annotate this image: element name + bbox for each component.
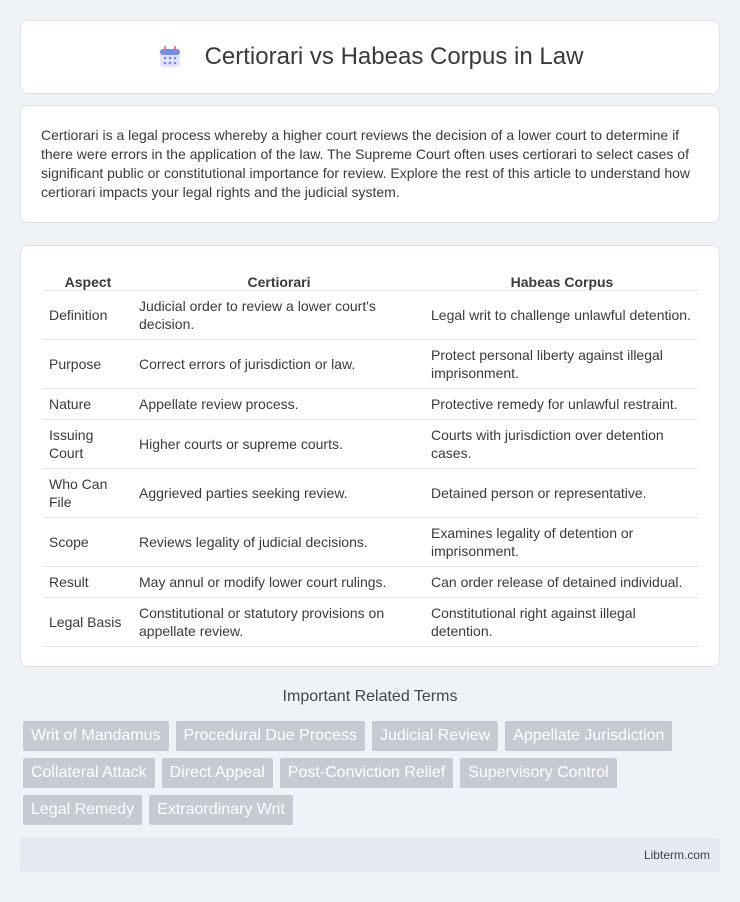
table-header-row xyxy=(43,266,699,290)
footer-brand-link[interactable]: Libterm.com xyxy=(643,848,710,862)
table-row xyxy=(43,339,699,388)
cell-certiorari: Aggrieved parties seeking review. xyxy=(133,468,425,517)
related-term-chip[interactable]: Legal Remedy xyxy=(23,795,142,825)
cell-aspect: Result xyxy=(43,566,133,597)
related-term-chip[interactable]: Procedural Due Process xyxy=(176,721,365,751)
table-row xyxy=(43,468,699,517)
header-aspect: Aspect xyxy=(43,266,133,290)
cell-habeas: Courts with jurisdiction over detention cases. xyxy=(425,419,699,468)
intro-paragraph: Certiorari is a legal process whereby a higher court reviews the decision of a lower court to determine if there were errors in the application of the law. The Supreme Court often uses certiorari to select cases of significant public or constitutional importance for review. Explore the rest of this article to understand how certiorari impacts your legal rights and the judicial system. xyxy=(41,127,690,200)
comparison-card xyxy=(20,245,720,667)
cell-aspect: Nature xyxy=(43,388,133,419)
cell-habeas: Protective remedy for unlawful restraint. xyxy=(425,388,699,419)
cell-certiorari: May annul or modify lower court rulings. xyxy=(133,566,425,597)
header-certiorari: Certiorari xyxy=(133,266,425,290)
cell-certiorari: Judicial order to review a lower court's decision. xyxy=(133,290,425,339)
cell-habeas: Constitutional right against illegal detention. xyxy=(425,597,699,646)
cell-aspect: Scope xyxy=(43,517,133,566)
related-term-chip[interactable]: Post-Conviction Relief xyxy=(280,758,453,788)
table-row xyxy=(43,566,699,597)
related-term-chip[interactable]: Judicial Review xyxy=(372,721,498,751)
cell-aspect: Definition xyxy=(43,290,133,339)
cell-habeas: Protect personal liberty against illegal imprisonment. xyxy=(425,339,699,388)
intro-card xyxy=(20,105,720,223)
related-term-chip[interactable]: Supervisory Control xyxy=(460,758,617,788)
cell-certiorari: Constitutional or statutory provisions on appellate review. xyxy=(133,597,425,646)
table-row xyxy=(43,517,699,566)
related-terms-list xyxy=(23,721,703,825)
cell-habeas: Examines legality of detention or imprisonment. xyxy=(425,517,699,566)
calendar-icon xyxy=(157,44,183,70)
cell-aspect: Issuing Court xyxy=(43,419,133,468)
related-term-chip[interactable]: Extraordinary Writ xyxy=(149,795,293,825)
cell-aspect: Purpose xyxy=(43,339,133,388)
footer xyxy=(20,838,720,872)
table-row xyxy=(43,290,699,339)
comparison-table xyxy=(43,266,699,647)
table-row xyxy=(43,388,699,419)
header-habeas-corpus: Habeas Corpus xyxy=(425,266,699,290)
cell-aspect: Who Can File xyxy=(43,468,133,517)
cell-habeas: Can order release of detained individual. xyxy=(425,566,699,597)
cell-certiorari: Appellate review process. xyxy=(133,388,425,419)
table-row xyxy=(43,597,699,646)
related-term-chip[interactable]: Appellate Jurisdiction xyxy=(505,721,672,751)
cell-certiorari: Correct errors of jurisdiction or law. xyxy=(133,339,425,388)
cell-habeas: Detained person or representative. xyxy=(425,468,699,517)
cell-certiorari: Higher courts or supreme courts. xyxy=(133,419,425,468)
related-term-chip[interactable]: Collateral Attack xyxy=(23,758,155,788)
title-card xyxy=(20,20,720,94)
cell-certiorari: Reviews legality of judicial decisions. xyxy=(133,517,425,566)
cell-aspect: Legal Basis xyxy=(43,597,133,646)
table-row xyxy=(43,419,699,468)
related-terms-heading: Important Related Terms xyxy=(282,688,458,705)
cell-habeas: Legal writ to challenge unlawful detention. xyxy=(425,290,699,339)
related-term-chip[interactable]: Direct Appeal xyxy=(162,758,273,788)
related-term-chip[interactable]: Writ of Mandamus xyxy=(23,721,169,751)
page-title: Certiorari vs Habeas Corpus in Law xyxy=(204,43,584,70)
